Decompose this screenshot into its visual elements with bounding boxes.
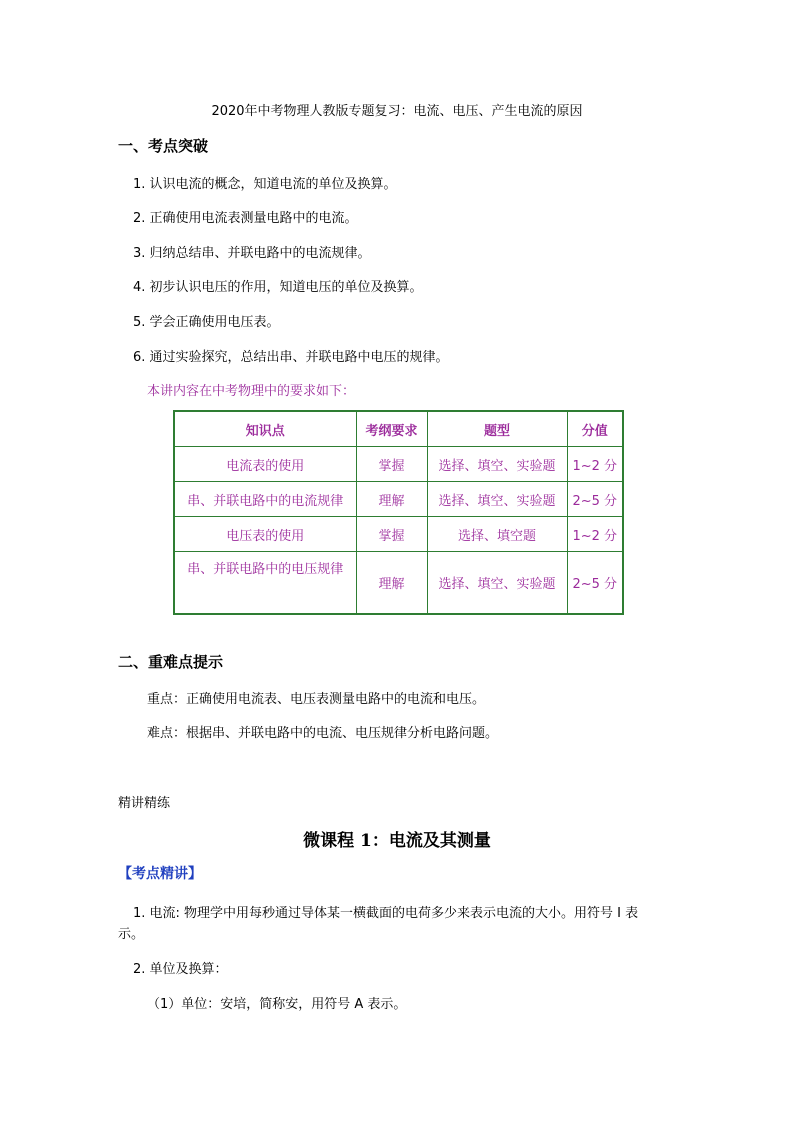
table-cell: 电压表的使用: [174, 517, 356, 552]
table-cell: 电流表的使用: [174, 447, 356, 482]
table-row: [174, 517, 623, 552]
list-item: 2. 正确使用电流表测量电路中的电流。: [133, 211, 358, 226]
table-cell: 选择、填空、实验题: [427, 482, 567, 517]
list-item: 3. 归纳总结串、并联电路中的电流规律。: [133, 246, 371, 261]
table-row: [174, 482, 623, 517]
course-title: 微课程 1：电流及其测量: [303, 831, 491, 851]
content-item-1-cont: 示。: [118, 927, 145, 942]
table-row: [174, 552, 623, 615]
section2-heading: 二、重难点提示: [118, 653, 224, 671]
list-item: 1. 认识电流的概念，知道电流的单位及换算。: [133, 177, 397, 192]
table-cell: 掌握: [356, 517, 427, 552]
header-question-type: 题型: [427, 411, 567, 447]
list-item: 5. 学会正确使用电压表。: [133, 315, 280, 330]
table-cell: 理解: [356, 482, 427, 517]
list-item: 4. 初步认识电压的作用，知道电压的单位及换算。: [133, 280, 423, 295]
table-cell: 选择、填空、实验题: [427, 552, 567, 615]
table-cell: 选择、填空、实验题: [427, 447, 567, 482]
content-item-2-sub: （1）单位：安培，简称安，用符号 A 表示。: [147, 997, 407, 1012]
practice-label: 精讲精练: [118, 796, 171, 811]
table-cell: 1~2 分: [567, 517, 623, 552]
table-row: [174, 447, 623, 482]
document-title: 2020年中考物理人教版专题复习：电流、电压、产生电流的原因: [211, 104, 583, 119]
content-item-2: 2. 单位及换算：: [133, 962, 228, 977]
table-cell: 2~5 分: [567, 552, 623, 615]
requirements-intro: 本讲内容在中考物理中的要求如下：: [147, 384, 356, 399]
table-cell: 理解: [356, 552, 427, 615]
difficult-point-text: 难点：根据串、并联电路中的电流、电压规律分析电路问题。: [147, 726, 499, 741]
kaodian-label: 【考点精讲】: [118, 866, 202, 882]
table-cell: 1~2 分: [567, 447, 623, 482]
table-cell: 串、并联电路中的电流规律: [174, 482, 356, 517]
header-requirement: 考纲要求: [356, 411, 427, 447]
requirements-table: [173, 410, 624, 615]
table-cell: 掌握: [356, 447, 427, 482]
table-cell: 串、并联电路中的电压规律: [174, 552, 356, 615]
section1-heading: 一、考点突破: [118, 137, 209, 155]
key-point-text: 重点：正确使用电流表、电压表测量电路中的电流和电压。: [147, 692, 486, 707]
table-header-row: [174, 411, 623, 447]
table-cell: 2~5 分: [567, 482, 623, 517]
header-score: 分值: [567, 411, 623, 447]
content-item-1: 1. 电流: 物理学中用每秒通过导体某一横截面的电荷多少来表示电流的大小。用符号 I 表: [133, 906, 639, 921]
header-knowledge: 知识点: [174, 411, 356, 447]
table-cell: 选择、填空题: [427, 517, 567, 552]
list-item: 6. 通过实验探究，总结出串、并联电路中电压的规律。: [133, 350, 449, 365]
